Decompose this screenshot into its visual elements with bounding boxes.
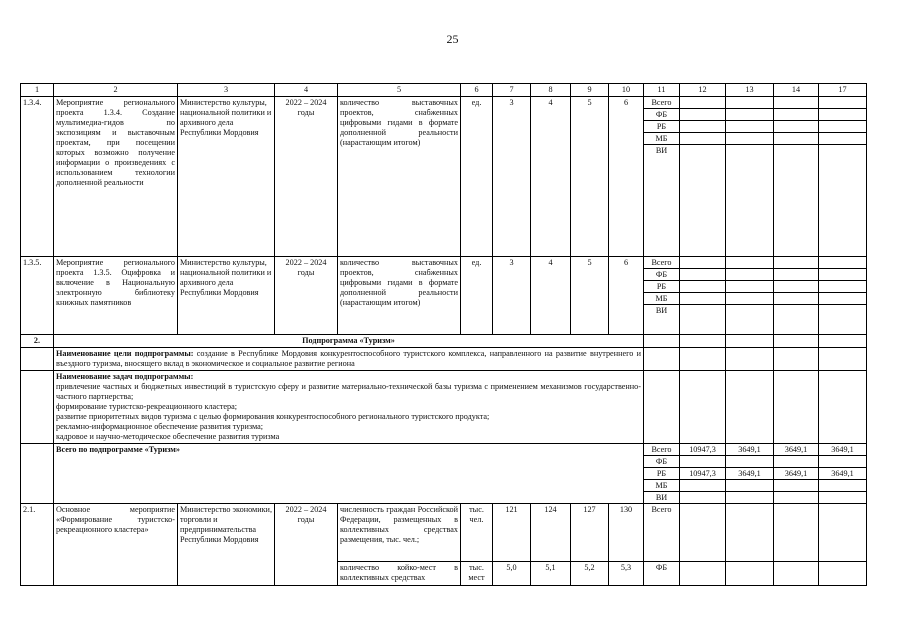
value-2023: 5,2 (571, 562, 609, 586)
value-2023: 5 (571, 97, 609, 257)
col-header: 13 (726, 84, 774, 97)
table-row (21, 97, 867, 257)
value-2022: 5,1 (531, 562, 571, 586)
value-2023: 127 (571, 504, 609, 562)
amount-value (774, 456, 818, 468)
task-item: формирование туристско-рекреационного кластера; (56, 402, 238, 411)
value-2021: 5,0 (493, 562, 531, 586)
amount-cell (819, 444, 867, 504)
subprogram-title: Подпрограмма «Туризм» (54, 335, 644, 348)
amount-cell (726, 97, 774, 257)
source-label: ВИ (655, 306, 668, 315)
amount-value (819, 492, 866, 503)
amount-cell (774, 444, 819, 504)
source-label: РБ (644, 121, 679, 133)
period: 2022 – 2024 годы (275, 257, 338, 335)
subprogram-total-row (21, 444, 867, 504)
source-label: МБ (644, 480, 679, 492)
funding-sources (644, 444, 680, 504)
table-row (21, 504, 867, 562)
amount-value (819, 480, 866, 492)
amount-value (819, 456, 866, 468)
subprogram-goal-row (21, 348, 867, 371)
goal-text: создание в Республике Мордовия конкурентоспособного туристского комплекса, направленного на развитие внутреннего и въездного туризма, вносящего вклад в экономическое и социальное развитие региона (56, 349, 641, 368)
value-2021: 3 (493, 257, 531, 335)
unit: ед. (461, 257, 493, 335)
amount-value (774, 480, 818, 492)
amount-value: 3649,1 (774, 444, 818, 456)
source-label: ФБ (644, 109, 679, 121)
amount-cell (819, 97, 867, 257)
tasks-label: Наименование задач подпрограммы: (56, 372, 194, 381)
event-name: Мероприятие регионального проекта 1.3.4. Создание мультимедиа-гидов по экспозициям и выставочным проектам, при посещении которых возможно получение информации о произведениях с использованием технологии дополненной реальности (54, 97, 178, 257)
col-header: 9 (571, 84, 609, 97)
col-header: 12 (680, 84, 726, 97)
task-item: привлечение частных и бюджетных инвестиций в туристскую сферу и развитие материально-технической базы туризма с применением механизмов государственно-частного партнерства; (56, 382, 641, 401)
source-label: ФБ (644, 269, 679, 281)
col-header: 1 (21, 84, 54, 97)
source-label: ВИ (655, 146, 668, 155)
goal-label: Наименование цели подпрограммы: (56, 349, 194, 358)
task-item: развитие приоритетных видов туризма с целью формирования конкурентоспособного регионального туристского продукта; (56, 412, 490, 421)
amount-cell (726, 444, 774, 504)
amount-value: 3649,1 (819, 444, 866, 456)
source-label: Всего (644, 257, 679, 269)
total-label: Всего по подпрограмме «Туризм» (54, 444, 644, 504)
source-label: Всего (644, 444, 679, 456)
col-header: 17 (819, 84, 867, 97)
value-2024: 130 (609, 504, 644, 562)
amount-cell (726, 257, 774, 335)
header-row (21, 84, 867, 97)
source-label: РБ (644, 281, 679, 293)
row-number: 2.1. (21, 504, 54, 586)
table-row (21, 257, 867, 335)
source-label: МБ (644, 133, 679, 145)
amount-value (726, 492, 773, 503)
funding-sources (644, 97, 680, 257)
row-number: 1.3.4. (21, 97, 54, 257)
value-2024: 6 (609, 97, 644, 257)
col-header: 7 (493, 84, 531, 97)
col-header: 14 (774, 84, 819, 97)
executor: Министерство культуры, национальной политики и архивного дела Республики Мордовия (178, 257, 275, 335)
indicator: количество койко-мест в коллективных средствах (338, 562, 461, 586)
event-name: Основное мероприятие «Формирование туристско-рекреационного кластера» (54, 504, 178, 586)
unit: ед. (461, 97, 493, 257)
amount-value (726, 456, 773, 468)
amount-value: 3649,1 (726, 468, 773, 480)
value-2024: 6 (609, 257, 644, 335)
executor: Министерство экономики, торговли и предпринимательства Республики Мордовия (178, 504, 275, 586)
value-2022: 4 (531, 257, 571, 335)
amount-value (726, 480, 773, 492)
indicator: численность граждан Российской Федерации, размещенных в коллективных средствах размещения, тыс. чел.; (338, 504, 461, 562)
source-label: Всего (644, 504, 680, 562)
amount-cell (774, 97, 819, 257)
value-2021: 121 (493, 504, 531, 562)
amount-value (680, 456, 725, 468)
amount-value: 3649,1 (726, 444, 773, 456)
source-label: ФБ (644, 562, 680, 586)
unit: тыс. мест (461, 562, 493, 586)
amount-cell (819, 257, 867, 335)
value-2023: 5 (571, 257, 609, 335)
period: 2022 – 2024 годы (275, 504, 338, 586)
page-number: 25 (446, 32, 459, 46)
indicator: количество выставочных проектов, снабженных цифровыми гидами в формате дополненной реальности (нарастающим итогом) (338, 97, 461, 257)
col-header: 5 (338, 84, 461, 97)
source-label: МБ (644, 293, 679, 305)
amount-value: 3649,1 (819, 468, 866, 480)
subprogram-title-row (21, 335, 867, 348)
col-header: 8 (531, 84, 571, 97)
amount-value (680, 480, 725, 492)
executor: Министерство культуры, национальной политики и архивного дела Республики Мордовия (178, 97, 275, 257)
amount-value: 3649,1 (774, 468, 818, 480)
col-header: 11 (644, 84, 680, 97)
value-2022: 4 (531, 97, 571, 257)
event-name: Мероприятие регионального проекта 1.3.5. Оцифровка и включение в Национальную электронную библиотеку книжных памятников (54, 257, 178, 335)
indicator: количество выставочных проектов, снабженных цифровыми гидами в формате дополненной реальности (нарастающим итогом) (338, 257, 461, 335)
period: 2022 – 2024 годы (275, 97, 338, 257)
amount-cell (680, 257, 726, 335)
source-label: Всего (644, 97, 679, 109)
funding-sources (644, 257, 680, 335)
col-header: 4 (275, 84, 338, 97)
task-item: кадровое и научно-методическое обеспечение развития туризма (56, 432, 280, 441)
source-label: ФБ (644, 456, 679, 468)
value-2022: 124 (531, 504, 571, 562)
amount-value: 10947,3 (680, 468, 725, 480)
amount-value (774, 492, 818, 503)
row-number: 1.3.5. (21, 257, 54, 335)
source-label: ВИ (655, 493, 668, 502)
col-header: 2 (54, 84, 178, 97)
value-2021: 3 (493, 97, 531, 257)
program-table (20, 83, 867, 586)
task-item: рекламно-информационное обеспечение развития туризма; (56, 422, 263, 431)
subprogram-tasks (54, 371, 644, 444)
subprogram-goal (54, 348, 644, 371)
col-header: 6 (461, 84, 493, 97)
col-header: 3 (178, 84, 275, 97)
value-2024: 5,3 (609, 562, 644, 586)
amount-cell (680, 444, 726, 504)
unit: тыс. чел. (461, 504, 493, 562)
amount-value: 10947,3 (680, 444, 725, 456)
page-header (0, 0, 905, 46)
subprogram-number: 2. (21, 335, 54, 348)
amount-cell (774, 257, 819, 335)
amount-cell (680, 97, 726, 257)
col-header: 10 (609, 84, 644, 97)
amount-value (680, 492, 725, 503)
source-label: РБ (644, 468, 679, 480)
subprogram-tasks-row (21, 371, 867, 444)
